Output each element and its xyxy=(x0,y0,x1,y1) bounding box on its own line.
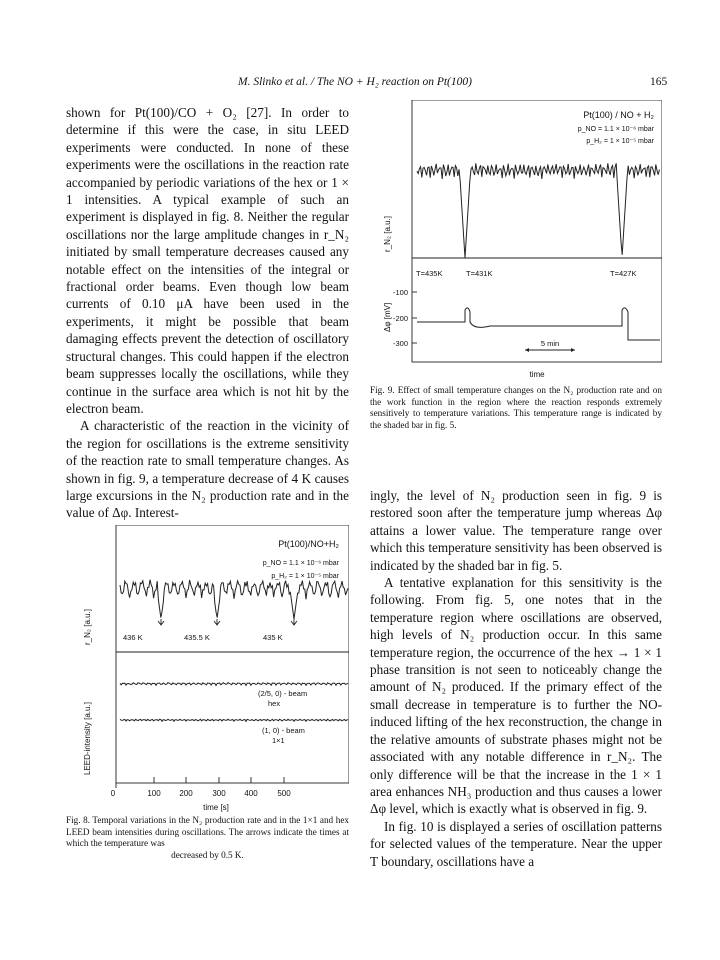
figure-8 xyxy=(66,525,349,813)
figure-9-temp-label-3: T=427K xyxy=(610,269,637,278)
figure-8-temperature-arrows xyxy=(158,619,297,625)
figure-8-x-axis-label: time [s] xyxy=(203,803,229,812)
figure-8-x-tick-label: 400 xyxy=(244,789,258,798)
figure-9-rn2-axis-label: r_N₂ [a.u.] xyxy=(383,215,392,252)
figure-8-hex-beam-trace xyxy=(120,683,348,686)
figure-9 xyxy=(370,100,662,380)
figure-8-beam1-sub: hex xyxy=(268,699,281,708)
paragraph: shown for Pt(100)/CO + O₂ [27]. In order to determine if this were the case, in situ LEED experiments were conducted. In none of these experiments were the oscillations in the reaction rate accompanied by periodic variations of the hex or 1 × 1 intensities. A typical example of such an experiment is displayed in fig. 8. Neither the regular oscillations nor the large amplitude changes in r_N₂ initiated by small temperature decreases caused any notable effect on the intensities of the integral or fractional order beams. Even though low beam currents of 0.10 μA have been used in the experiments, it might be possible that beam damaging effects prevent the detection of oscillatory structural changes. This could happen if the electron beam suppresses locally the oscillations, while they continue in the surface area which is not hit by the electron beam. xyxy=(66,105,349,416)
figure-8-leed-axis-label: LEED-intensity [a.u.] xyxy=(83,702,92,775)
running-header: M. Slinko et al. / The NO + H₂ reaction on Pt(100) xyxy=(238,76,472,88)
figure-8-rn2-trace xyxy=(120,580,348,619)
figure-8-pno-label: p_NO = 1.1 × 10⁻⁶ mbar xyxy=(262,560,339,567)
figure-8-temp-label-2: 435.5 K xyxy=(184,633,210,642)
paragraph: A characteristic of the reaction in the vicinity of the region for oscillations is the extreme sensitivity of the reaction rate to small temperature changes. As shown in fig. 9, a temperature decrease of 4 K causes large excursions in the N₂ production rate and in the value of Δφ. Interest- xyxy=(66,418,349,521)
left-column xyxy=(66,104,349,522)
figure-9-rn2-trace xyxy=(417,163,659,258)
figure-9-scale-bar-label: 5 min xyxy=(540,339,560,348)
figure-8-x-tick-label: 500 xyxy=(277,789,291,798)
right-column xyxy=(370,487,662,870)
figure-9-system-label: Pt(100) / NO + H₂ xyxy=(583,110,654,120)
figure-8-x-tick-label: 100 xyxy=(147,789,161,798)
figure-8-system-label: Pt(100)/NO+H₂ xyxy=(278,539,339,549)
figure-9-tick-label: -100 xyxy=(392,288,408,297)
figure-8-temp-label-1: 436 K xyxy=(123,633,143,642)
figure-9-tick-label: -200 xyxy=(392,314,408,323)
figure-9-pno-label: p_NO = 1.1 × 10⁻⁶ mbar xyxy=(577,126,654,133)
paragraph: ingly, the level of N₂ production seen in fig. 9 is restored soon after the temperature jump whereas Δφ attains a lower value. The temperature range over which this temperature sensitivity has been observed is indicated by the shaded bar in fig. 5. xyxy=(370,488,662,573)
figure-8-ph2-label: p_H₂ = 1 × 10⁻⁵ mbar xyxy=(271,573,339,580)
figure-9-ph2-label: p_H₂ = 1 × 10⁻⁵ mbar xyxy=(586,138,654,145)
figure-8-x-tick-label: 0 xyxy=(110,789,116,798)
figure-8-beam2-sub: 1×1 xyxy=(272,736,285,745)
figure-8-caption-text: Fig. 8. Temporal variations in the N₂ production rate and in the 1×1 and hex LEED beam intensities during oscillations. The arrows indicate the times at which the temperature was xyxy=(66,815,349,849)
paragraph: In fig. 10 is displayed a series of oscillation patterns for selected values of the temperature. Near the upper T boundary, oscillations have a xyxy=(370,818,662,869)
figure-9-time-label: time xyxy=(529,370,545,379)
figure-8-beam1-label: (2/5, 0) - beam xyxy=(258,689,308,698)
figure-9-caption: Fig. 9. Effect of small temperature changes on the N₂ production rate and on the work function in the region where the reaction responds extremely sensitively to temperature variations. This temperature range is indicated by the shaded bar in fig. 5. xyxy=(370,385,662,430)
figure-8-beam2-label: (1, 0) - beam xyxy=(262,726,305,735)
figure-8-x-ticks xyxy=(116,777,284,788)
figure-9-dphi-trace xyxy=(417,308,660,340)
figure-8-caption-end: decreased by 0.5 K. xyxy=(171,849,244,860)
figure-8-rn2-axis-label: r_N₂ [a.u.] xyxy=(83,608,92,645)
figure-8-caption xyxy=(66,815,349,861)
figure-8-temp-label-3: 435 K xyxy=(263,633,283,642)
page-number: 165 xyxy=(650,76,668,88)
figure-8-x-tick-label: 300 xyxy=(212,789,226,798)
figure-9-tick-label: -300 xyxy=(392,339,408,348)
figure-9-temp-label-2: T=431K xyxy=(466,269,493,278)
figure-8-x-tick-label: 200 xyxy=(179,789,193,798)
paragraph: A tentative explanation for this sensitivity is the following. From fig. 5, one notes that in the temperature region where oscillations are observed, high levels of N₂ production occur. In this same temperature region, the occurrence of the hex → 1 × 1 phase transition is not seen to noticeably change the amount of N₂ produced. If the primary effect of the small decrease in temperature is to further the NO-induced lifting of the hex reconstruction, the change in the relative amounts of substrate phases might not be associated with any notable difference in r_N₂. The only difference will be that the increase in the 1 × 1 area enhances NH₃ production and thus causes a lower Δφ level, which is exactly what is observed in fig. 9. xyxy=(370,575,662,817)
figure-8-1x1-beam-trace xyxy=(120,719,348,721)
figure-9-temp-label-1: T=435K xyxy=(416,269,443,278)
figure-9-dphi-axis-label: Δφ [mV] xyxy=(383,302,392,332)
